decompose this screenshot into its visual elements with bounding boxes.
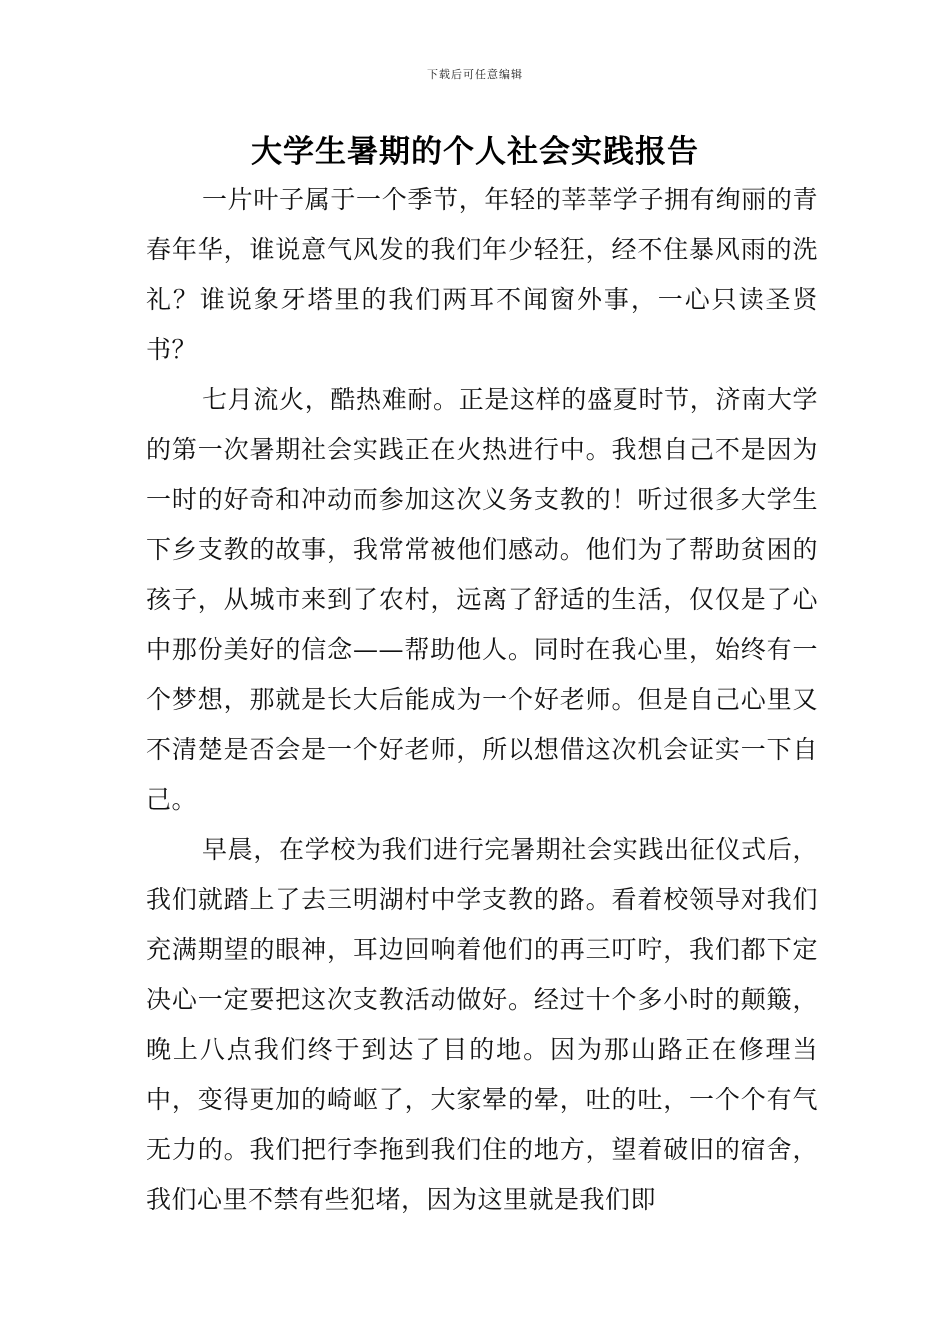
paragraph-2: 七月流火，酷热难耐。正是这样的盛夏时节，济南大学的第一次暑期社会实践正在火热进行中。我想自己不是因为一时的好奇和冲动而参加这次义务支教的！听过很多大学生下乡支教的故事，我常常被他们感动。他们为了帮助贫困的孩子，从城市来到了农村，远离了舒适的生活，仅仅是了心中那份美好的信念——帮助他人。同时在我心里，始终有一个梦想，那就是长大后能成为一个好老师。但是自己心里又不清楚是否会是一个好老师，所以想借这次机会证实一下自己。 [146, 385, 818, 814]
header-note: 下载后可任意编辑 [427, 68, 523, 81]
document-title: 大学生暑期的个人社会实践报告 [251, 134, 699, 170]
paragraph-3: 早晨，在学校为我们进行完暑期社会实践出征仪式后，我们就踏上了去三明湖村中学支教的路。看着校领导对我们充满期望的眼神，耳边回响着他们的再三叮咛，我们都下定决心一定要把这次支教活动做好。经过十个多小时的颠簸，晚上八点我们终于到达了目的地。因为那山路正在修理当中，变得更加的崎岖了，大家晕的晕，吐的吐，一个个有气无力的。我们把行李拖到我们住的地方，望着破旧的宿舍，我们心里不禁有些犯堵，因为这里就是我们即 [146, 835, 818, 1214]
document-body [146, 175, 818, 1225]
paragraph-1: 一片叶子属于一个季节，年轻的莘莘学子拥有绚丽的青春年华，谁说意气风发的我们年少轻狂，经不住暴风雨的洗礼？谁说象牙塔里的我们两耳不闻窗外事，一心只读圣贤书？ [146, 185, 818, 364]
